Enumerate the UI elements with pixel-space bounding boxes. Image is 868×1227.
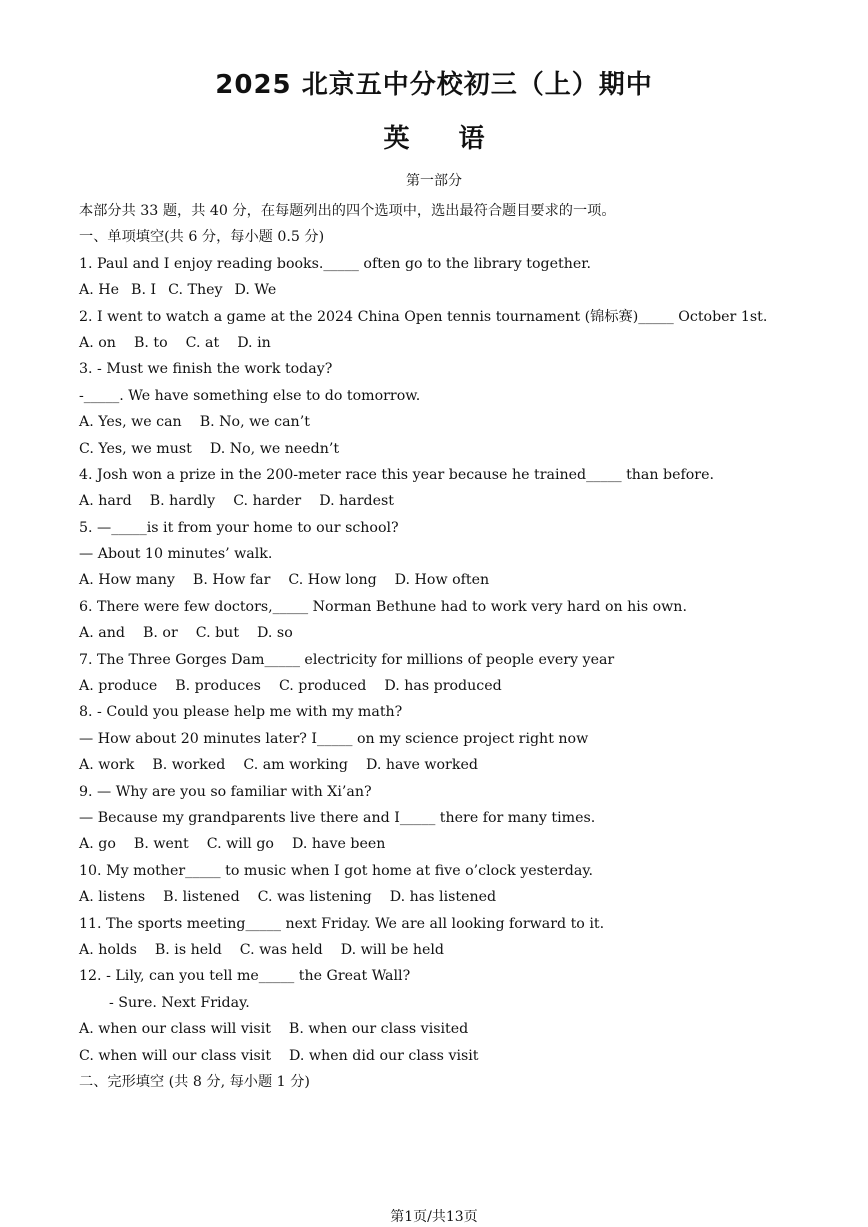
question-stem: 6. There were few doctors,_____ Norman Bethune had to work very hard on his own. — [79, 598, 687, 615]
option: B. to — [133, 334, 168, 351]
option: D. We — [234, 282, 277, 299]
question-options — [79, 436, 839, 462]
question-stem: 7. The Three Gorges Dam_____ electricity for millions of people every year — [79, 651, 615, 668]
question-options — [79, 831, 839, 857]
option: B. produces — [175, 678, 261, 695]
question-stem: - Sure. Next Friday. — [109, 994, 250, 1011]
question-stem: 11. The sports meeting_____ next Friday. We are all looking forward to it. — [79, 915, 605, 932]
question-stem: 3. - Must we finish the work today? — [79, 361, 333, 378]
option: D. have worked — [365, 757, 478, 774]
option: C. was held — [239, 941, 323, 958]
question-stem: 5. —_____is it from your home to our school? — [79, 519, 399, 536]
question-stem: 12. - Lily, can you tell me_____ the Great Wall? — [79, 968, 411, 985]
option: C. when will our class visit — [79, 1047, 272, 1064]
option: B. is held — [154, 941, 222, 958]
option: B. listened — [163, 889, 240, 906]
option: C. was listening — [257, 889, 372, 906]
subject-title: 英 语 — [383, 124, 485, 154]
option: C. will go — [206, 836, 274, 853]
option: A. work — [79, 757, 135, 774]
option: D. hardest — [319, 493, 394, 510]
option: A. Yes, we can — [79, 414, 182, 431]
option: A. when our class will visit — [79, 1021, 271, 1038]
question-options — [79, 277, 839, 303]
question-stem: — Because my grandparents live there and I_____ there for many times. — [79, 809, 596, 826]
option: D. has listened — [389, 889, 497, 906]
option: D. No, we needn’t — [209, 440, 340, 457]
option: A. produce — [79, 678, 158, 695]
option: A. hard — [79, 493, 132, 510]
exam-content — [79, 198, 839, 1095]
page-number: 第1页/共13页 — [390, 1209, 478, 1225]
question-options — [79, 567, 839, 593]
option: A. How many — [79, 572, 175, 589]
option: D. have been — [291, 836, 386, 853]
question-stem: 8. - Could you please help me with my math? — [79, 704, 403, 721]
option: C. at — [185, 334, 220, 351]
question-stem: 2. I went to watch a game at the 2024 China Open tennis tournament (锦标赛)_____ October 1st. — [79, 308, 768, 325]
option: D. in — [237, 334, 271, 351]
option: A. listens — [79, 889, 146, 906]
option: C. How long — [288, 572, 377, 589]
question-stem: 1. Paul and I enjoy reading books._____ often go to the library together. — [79, 255, 591, 272]
option: B. or — [142, 625, 178, 642]
option: C. am working — [243, 757, 348, 774]
question-options — [79, 409, 839, 435]
intro-text: 本部分共 33 题，共 40 分，在每题列出的四个选项中，选出最符合题目要求的一项。 — [79, 203, 616, 219]
option: A. He — [79, 282, 120, 299]
exam-title: 2025 北京五中分校初三（上）期中 — [215, 70, 653, 100]
option: C. harder — [233, 493, 302, 510]
question-options — [79, 620, 839, 646]
option: B. How far — [192, 572, 271, 589]
section-heading: 二、完形填空 (共 8 分, 每小题 1 分) — [79, 1073, 310, 1090]
option: A. on — [79, 334, 116, 351]
option: D. How often — [394, 572, 490, 589]
option: C. They — [168, 282, 223, 299]
question-options — [79, 1043, 839, 1069]
question-options — [79, 884, 839, 910]
question-stem: — How about 20 minutes later? I_____ on my science project right now — [79, 730, 589, 747]
option: B. when our class visited — [288, 1021, 469, 1038]
question-options — [79, 673, 839, 699]
option: D. has produced — [384, 678, 502, 695]
option: C. produced — [278, 678, 367, 695]
option: B. I — [131, 282, 157, 299]
option: B. hardly — [149, 493, 216, 510]
question-options — [79, 488, 839, 514]
option: D. when did our class visit — [289, 1047, 479, 1064]
question-options — [79, 1016, 839, 1042]
question-stem: -_____. We have something else to do tomorrow. — [79, 387, 421, 404]
question-options — [79, 330, 839, 356]
option: D. so — [257, 625, 293, 642]
section-heading: 一、单项填空(共 6 分，每小题 0.5 分) — [79, 229, 325, 246]
option: B. No, we can’t — [199, 414, 310, 431]
question-stem: 9. — Why are you so familiar with Xi’an? — [79, 783, 372, 800]
question-stem: 10. My mother_____ to music when I got home at five o’clock yesterday. — [79, 862, 593, 879]
question-options — [79, 752, 839, 778]
option: B. went — [133, 836, 189, 853]
question-stem: — About 10 minutes’ walk. — [79, 546, 273, 563]
option: B. worked — [152, 757, 226, 774]
option: A. and — [79, 625, 125, 642]
option: A. holds — [79, 941, 137, 958]
option: D. will be held — [340, 941, 445, 958]
option: A. go — [79, 836, 116, 853]
question-stem: 4. Josh won a prize in the 200-meter race this year because he trained_____ than before. — [79, 466, 714, 483]
option: C. but — [195, 625, 240, 642]
option: C. Yes, we must — [79, 440, 192, 457]
question-options — [79, 937, 839, 963]
part-label: 第一部分 — [406, 173, 462, 189]
